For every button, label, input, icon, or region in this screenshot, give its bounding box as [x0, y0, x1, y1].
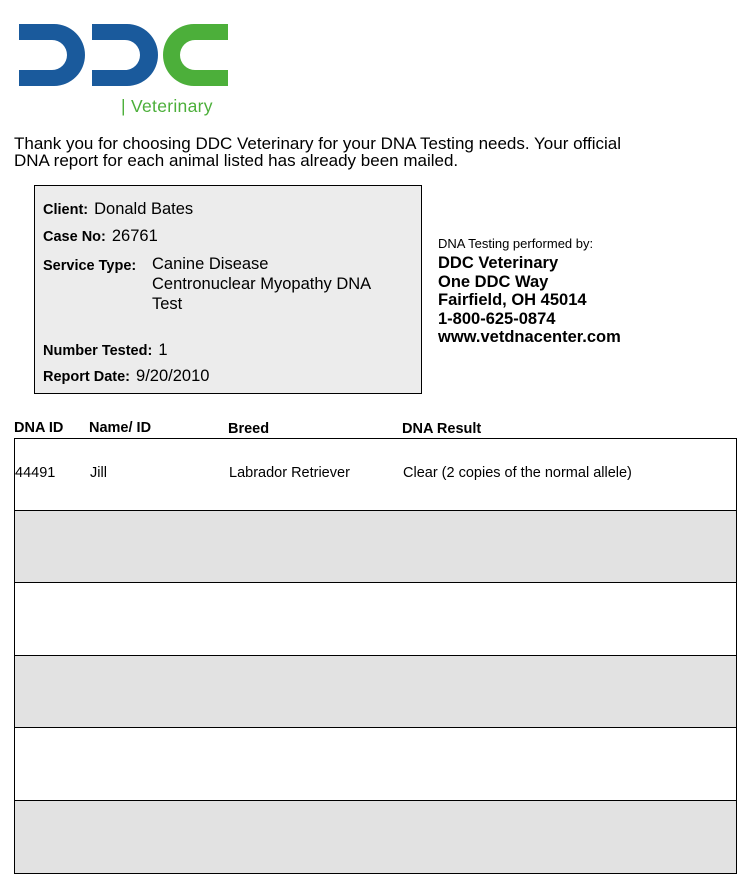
- service-line: Canine Disease: [152, 255, 269, 273]
- cell-name-id: Jill: [90, 465, 107, 481]
- case-info-box: [34, 185, 422, 394]
- logo-subtitle: | Veterinary: [121, 96, 213, 116]
- number-tested-label: Number Tested:: [43, 343, 153, 359]
- column-header-dna-id: DNA ID: [14, 420, 64, 436]
- client-field: [43, 200, 193, 219]
- column-header-breed: Breed: [228, 421, 270, 437]
- case-no-value: 26761: [111, 227, 158, 245]
- report-date-field: [43, 367, 209, 386]
- service-type-value: [152, 254, 412, 314]
- case-no-field: [43, 227, 158, 246]
- intro-line-2: DNA report for each animal listed has already been mailed.: [14, 151, 459, 170]
- lab-street: One DDC Way: [438, 272, 549, 291]
- lab-phone: 1-800-625-0874: [438, 309, 556, 328]
- cell-dna-id: 44491: [15, 465, 56, 481]
- logo-letter-c: [163, 24, 228, 86]
- number-tested-value: 1: [158, 341, 168, 359]
- lab-intro: DNA Testing performed by:: [438, 236, 594, 251]
- table-row: [15, 801, 736, 873]
- client-label: Client:: [43, 202, 89, 218]
- logo-letter-d1: [19, 24, 85, 86]
- ddc-logo: [16, 20, 236, 120]
- ddc-logo-mark: [16, 20, 232, 90]
- lab-info: [438, 236, 621, 347]
- results-table: [14, 438, 737, 874]
- table-row: [15, 439, 736, 511]
- intro-line-1: Thank you for choosing DDC Veterinary for your DNA Testing needs. Your official: [14, 134, 621, 153]
- logo-letter-d2: [92, 24, 158, 86]
- table-row: [15, 511, 736, 583]
- client-value: Donald Bates: [94, 200, 194, 218]
- number-tested-field: [43, 341, 168, 360]
- cell-breed: Labrador Retriever: [229, 465, 350, 481]
- cell-dna-result: Clear (2 copies of the normal allele): [403, 465, 632, 481]
- service-line: Test: [152, 295, 183, 313]
- service-type-field: [43, 256, 142, 275]
- case-no-label: Case No:: [43, 229, 106, 245]
- service-line: Centronuclear Myopathy DNA: [152, 275, 372, 293]
- table-row: [15, 584, 736, 656]
- service-type-label: Service Type:: [43, 258, 137, 274]
- lab-name: DDC Veterinary: [438, 254, 559, 272]
- lab-city: Fairfield, OH 45014: [438, 291, 587, 309]
- column-header-dna-result: DNA Result: [402, 421, 482, 437]
- column-header-name-id: Name/ ID: [89, 420, 152, 436]
- intro-text: [14, 135, 714, 169]
- table-row: [15, 656, 736, 728]
- table-row: [15, 729, 736, 801]
- lab-website: www.vetdnacenter.com: [438, 328, 621, 346]
- report-date-value: 9/20/2010: [136, 367, 210, 385]
- report-date-label: Report Date:: [43, 369, 131, 385]
